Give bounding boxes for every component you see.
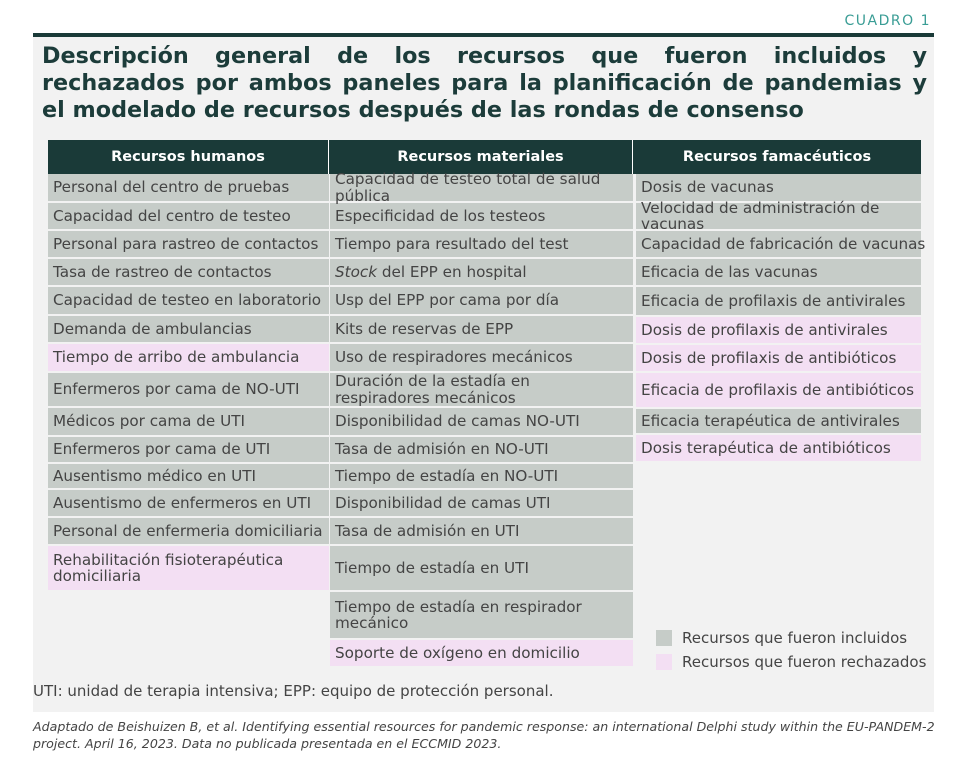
table-cell: [329, 287, 633, 316]
table-cell: [633, 435, 921, 463]
cell-text: Personal para rastreo de contactos: [53, 234, 319, 253]
cell-text: Duración de la estadía en respiradores mecánicos: [335, 372, 530, 407]
cell-text: Capacidad del centro de testeo: [53, 206, 291, 225]
table-cell: [329, 344, 633, 373]
table-cell: [329, 437, 633, 464]
table-cell: [48, 174, 329, 203]
table-cell: [329, 518, 633, 546]
cell-text: Eficacia de profilaxis de antibióticos: [641, 380, 915, 399]
table-cell: [633, 409, 921, 435]
table-cell: [48, 231, 329, 259]
table-cell: [48, 373, 329, 408]
cell-text: Disponibilidad de camas UTI: [335, 493, 551, 512]
table-cell: [633, 198, 921, 233]
table-cell: [48, 316, 329, 344]
table-title: Descripción general de los recursos que fueron incluidos y rechazados por ambos paneles para la planificación de pandemias y el modelado de recursos después de las rondas de consenso: [42, 43, 927, 123]
cell-text: Tasa de admisión en UTI: [335, 521, 520, 540]
cell-text: Eficacia terapéutica de antivirales: [641, 411, 900, 430]
table-cell: [48, 259, 329, 287]
cell-text: Dosis de profilaxis de antibióticos: [641, 348, 897, 367]
legend-swatch-included: [656, 630, 672, 646]
cell-text: Usp del EPP por cama por día: [335, 291, 560, 310]
table-cell: [48, 437, 329, 464]
cell-text: Tiempo de estadía en NO-UTI: [335, 466, 559, 485]
cell-text: Tiempo de estadía en respirador mecánico: [335, 597, 582, 632]
cell-text: Uso de respiradores mecánicos: [335, 348, 573, 367]
cell-text: Capacidad de testeo total de salud pública: [335, 170, 601, 205]
table-cell: [48, 287, 329, 316]
table-cell: [48, 203, 329, 231]
cell-text: Rehabilitación fisioterapéutica domiciliaria: [53, 550, 284, 585]
table-cell: [633, 231, 926, 259]
table-cell: [329, 373, 633, 408]
cell-text: Demanda de ambulancias: [53, 319, 252, 338]
cell-text: Ausentismo médico en UTI: [53, 466, 257, 485]
legend-label-rejected: Recursos que fueron rechazados: [682, 653, 927, 671]
table-cell: [329, 592, 633, 640]
legend-swatch-rejected: [656, 654, 672, 670]
cell-text: Tiempo para resultado del test: [335, 234, 569, 253]
table-label: CUADRO 1: [844, 13, 931, 29]
cell-text: Dosis de vacunas: [641, 178, 774, 197]
cell-text: Enfermeros por cama de UTI: [53, 440, 271, 459]
table-cell: [329, 408, 633, 437]
cell-text: Tiempo de arribo de ambulancia: [53, 348, 300, 367]
cell-text: Capacidad de testeo en laboratorio: [53, 291, 322, 310]
column-recursos-materiales: [329, 140, 633, 668]
table-cell: [329, 259, 633, 287]
cell-text: Capacidad de fabricación de vacunas: [641, 234, 926, 253]
table-cell: [48, 464, 329, 490]
cell-text: Médicos por cama de UTI: [53, 412, 245, 431]
cell-text: Dosis de profilaxis de antivirales: [641, 320, 888, 339]
source-citation: Adaptado de Beishuizen B, et al. Identifying essential resources for pandemic response: an international Delphi study within the EU-PANDEM-2 project. April 16, 2023. Data no publicada presentada en el ECCMID 2023.: [33, 719, 935, 751]
cell-text: Tasa de rastreo de contactos: [53, 262, 272, 281]
cell-text: Tiempo de estadía en UTI: [335, 558, 529, 577]
column-recursos-farmaceuticos: [633, 140, 926, 463]
cell-text: Ausentismo de enfermeros en UTI: [53, 493, 312, 512]
cell-text: Tasa de admisión en NO-UTI: [335, 440, 549, 459]
table-cell: [633, 373, 921, 409]
table-cell: [329, 490, 633, 518]
table-cell: [48, 546, 329, 592]
footnote: UTI: unidad de terapia intensiva; EPP: equipo de protección personal.: [33, 682, 554, 700]
table-cell: [329, 464, 633, 490]
table-cell: [329, 203, 633, 231]
table-cell: [329, 170, 633, 205]
legend-label-included: Recursos que fueron incluidos: [682, 629, 908, 647]
cell-text: Eficacia de profilaxis de antivirales: [641, 291, 906, 310]
cell-text: Soporte de oxígeno en domicilio: [335, 643, 580, 662]
cell-text: Enfermeros por cama de NO-UTI: [53, 380, 300, 399]
legend-item-included: [656, 626, 926, 650]
cell-text: Kits de reservas de EPP: [335, 319, 514, 338]
table-cell: [48, 408, 329, 437]
cell-text: Eficacia de las vacunas: [641, 262, 818, 281]
table-cell: [633, 287, 921, 317]
table-cell: [633, 345, 921, 373]
column-header: Recursos materiales: [329, 140, 633, 174]
cell-text: Velocidad de administración de vacunas: [641, 198, 880, 233]
cell-text: Personal de enfermeria domiciliaria: [53, 521, 323, 540]
table-cell: [48, 344, 329, 373]
table-cell: [633, 317, 921, 345]
table-cell: [48, 518, 329, 546]
cell-text: Stock del EPP en hospital: [335, 262, 527, 281]
table-cell: [329, 316, 633, 344]
cell-text: Disponibilidad de camas NO-UTI: [335, 412, 580, 431]
column-recursos-humanos: [48, 140, 329, 592]
table-cell: [329, 231, 633, 259]
table-cell: [329, 546, 633, 592]
cell-text: Dosis terapéutica de antibióticos: [641, 438, 891, 457]
column-header: Recursos famacéuticos: [633, 140, 921, 174]
table-cell: [329, 640, 633, 668]
cell-text: Personal del centro de pruebas: [53, 178, 290, 197]
cell-text: Especificidad de los testeos: [335, 206, 546, 225]
column-header: Recursos humanos: [48, 140, 329, 174]
table-cell: [48, 490, 329, 518]
table-cell: [633, 259, 921, 287]
legend-item-rejected: [656, 650, 926, 674]
legend: [656, 626, 926, 674]
